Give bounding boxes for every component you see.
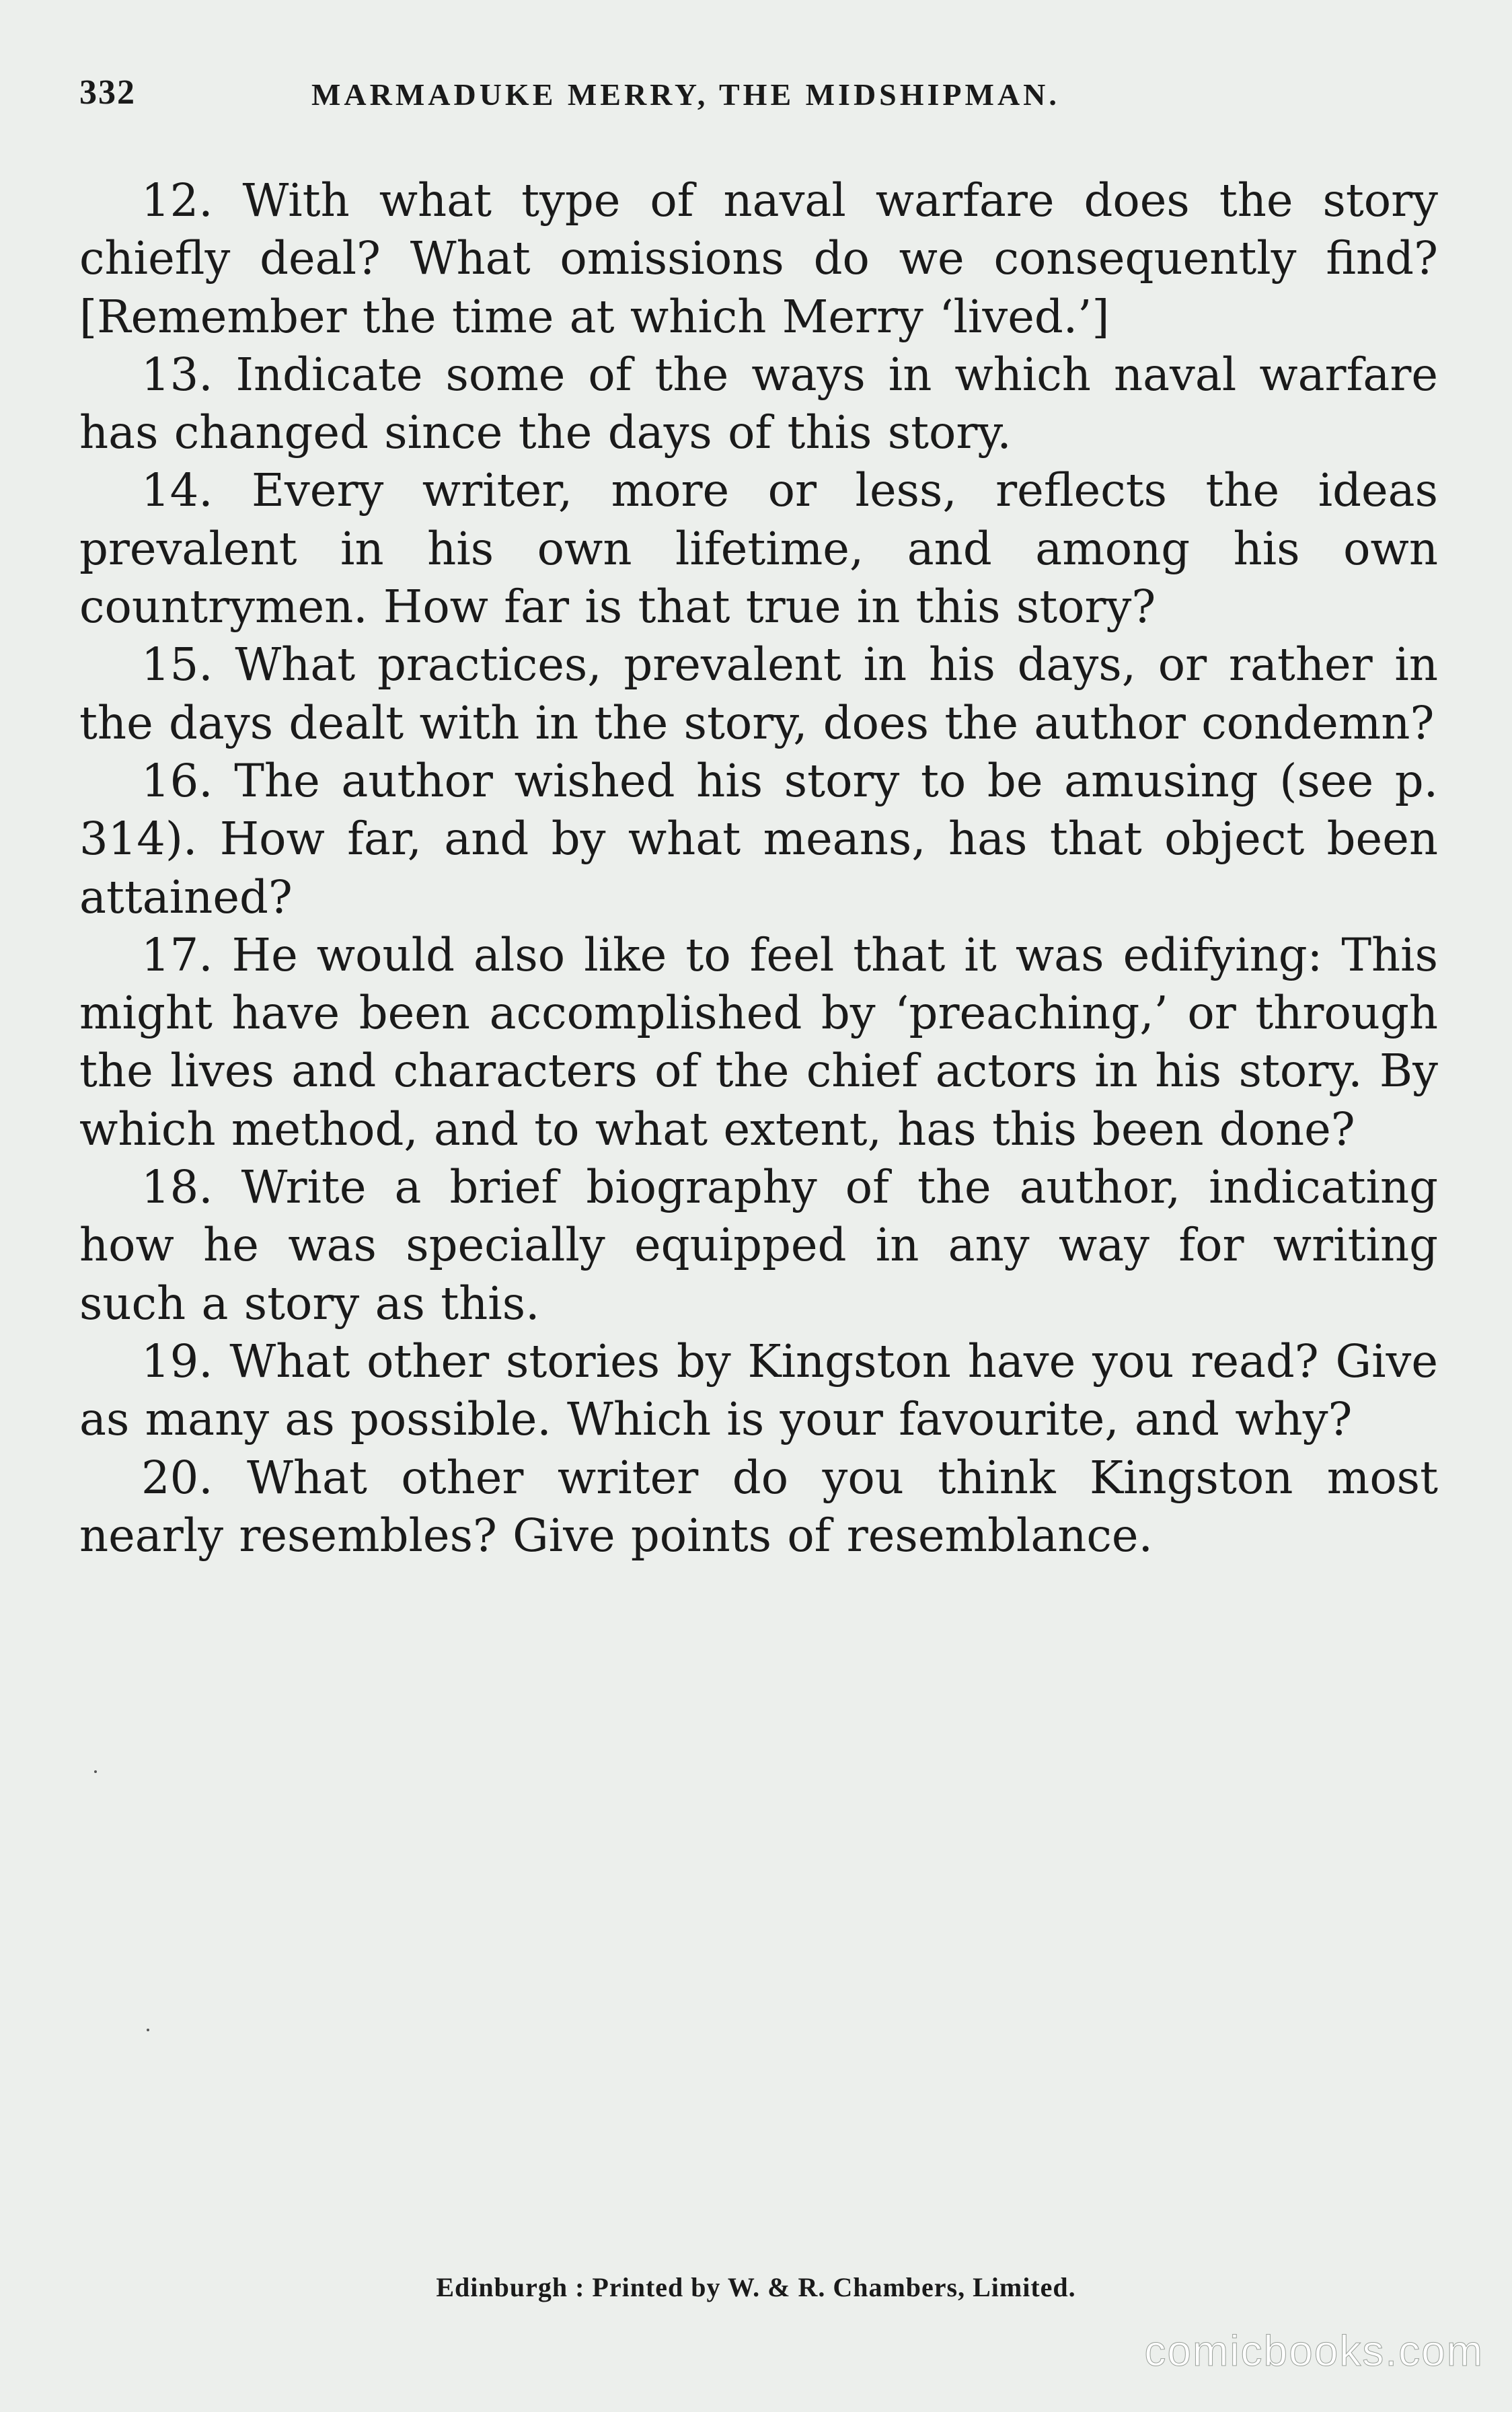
stray-ink-mark [147, 2029, 149, 2031]
question-16: 16. The author wished his story to be amusing (see p. 314). How far, and by what means, has that object been attained? [79, 754, 1438, 924]
question-17: 17. He would also like to feel that it was edifying: This might have been accomplished by ‘preaching,’ or through the lives and characters of the chief actors in his story. By which method, and to what extent, has this been done? [79, 928, 1438, 1156]
watermark: comicbooks.com [1144, 2327, 1484, 2375]
question-12: 12. With what type of naval warfare does the story chiefly deal? What omissions do we consequently find? [Remember the time at which Merry ‘lived.’] [79, 174, 1438, 343]
printer-imprint: Edinburgh : Printed by W. & R. Chambers, Limited. [436, 2272, 1076, 2302]
running-head [79, 73, 1445, 120]
page-number: 332 [79, 73, 136, 112]
study-questions [79, 172, 1438, 1565]
question-20: 20. What other writer do you think Kingston most nearly resembles? Give points of resemblance. [79, 1451, 1438, 1562]
running-title: MARMADUKE MERRY, THE MIDSHIPMAN. [311, 77, 1060, 112]
stray-ink-mark [94, 1770, 97, 1773]
question-14: 14. Every writer, more or less, reflects the ideas prevalent in his own lifetime, and among his own countrymen. How far is that true in this story? [79, 464, 1438, 634]
question-19: 19. What other stories by Kingston have you read? Give as many as possible. Which is your favourite, and why? [79, 1334, 1438, 1446]
question-18: 18. Write a brief biography of the author, indicating how he was specially equipped in any way for writing such a story as this. [79, 1161, 1438, 1330]
question-15: 15. What practices, prevalent in his days, or rather in the days dealt with in the story, does the author condemn? [79, 638, 1438, 749]
question-13: 13. Indicate some of the ways in which naval warfare has changed since the days of this story. [79, 348, 1438, 459]
